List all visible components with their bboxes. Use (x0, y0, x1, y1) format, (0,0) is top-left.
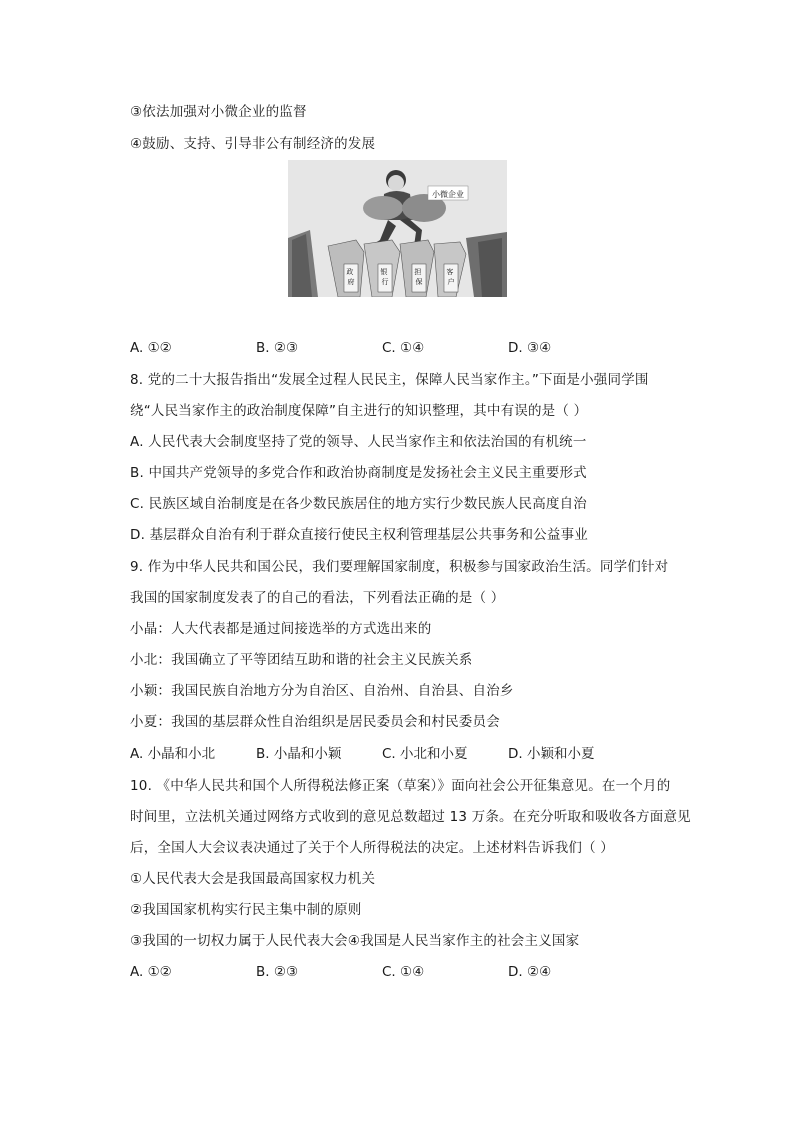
q9-option-a[interactable]: A. 小晶和小北 (130, 746, 216, 762)
q9-option-d[interactable]: D. 小颖和小夏 (508, 746, 595, 762)
q9-option-b[interactable]: B. 小晶和小颖 (256, 746, 342, 762)
q8-option-b[interactable]: B. 中国共产党领导的多党合作和政治协商制度是发扬社会主义民主重要形式 (130, 465, 587, 481)
cartoon-illustration (288, 160, 507, 297)
statement-4: ④鼓励、支持、引导非公有制经济的发展 (130, 136, 376, 152)
q10-option-c[interactable]: C. ①④ (382, 964, 425, 980)
q9-option-c[interactable]: C. 小北和小夏 (382, 746, 468, 762)
q9-statement-1: 小晶：人大代表都是通过间接选举的方式选出来的 (130, 621, 432, 637)
hand-label-2a: 银 (380, 268, 388, 276)
q7-option-c[interactable]: C. ①④ (382, 340, 425, 356)
q10-statement-2: ②我国国家机构实行民主集中制的原则 (130, 902, 362, 918)
q8-option-a[interactable]: A. 人民代表大会制度坚持了党的领导、人民当家作主和依法治国的有机统一 (130, 434, 587, 450)
q10-statement-3-4: ③我国的一切权力属于人民代表大会④我国是人民当家作主的社会主义国家 (130, 933, 580, 949)
q7-option-d[interactable]: D. ③④ (508, 340, 552, 356)
hand-label-2b: 行 (381, 278, 389, 286)
statement-3: ③依法加强对小微企业的监督 (130, 104, 307, 120)
q8-option-d[interactable]: D. 基层群众自治有利于群众直接行使民主权利管理基层公共事务和公益事业 (130, 527, 588, 543)
q10-option-d[interactable]: D. ②④ (508, 964, 552, 980)
hand-label-4a: 客 (446, 268, 454, 276)
q8-option-c[interactable]: C. 民族区域自治制度是在各少数民族居住的地方实行少数民族人民高度自治 (130, 496, 588, 512)
q9-stem-2: 我国的国家制度发表了的自己的看法，下列看法正确的是（ ） (130, 590, 505, 606)
q10-option-a[interactable]: A. ①② (130, 964, 172, 980)
q10-stem-2: 时间里，立法机关通过网络方式收到的意见总数超过 13 万条。在充分听取和吸收各方面意见 (130, 809, 691, 825)
hand-label-3b: 保 (415, 278, 423, 286)
sign-label: 小微企业 (432, 190, 464, 199)
q9-statement-4: 小夏：我国的基层群众性自治组织是居民委员会和村民委员会 (130, 714, 500, 730)
q9-statement-2: 小北：我国确立了平等团结互助和谐的社会主义民族关系 (130, 652, 473, 668)
q8-stem-1: 8. 党的二十大报告指出“发展全过程人民民主，保障人民当家作主。”下面是小强同学围 (130, 372, 649, 388)
hand-label-1b: 府 (347, 278, 355, 286)
q10-stem-1: 10. 《中华人民共和国个人所得税法修正案（草案）》面向社会公开征集意见。在一个月的 (130, 778, 671, 794)
q9-stem-1: 9. 作为中华人民共和国公民，我们要理解国家制度，积极参与国家政治生活。同学们针对 (130, 559, 669, 575)
q10-option-b[interactable]: B. ②③ (256, 964, 299, 980)
q10-stem-3: 后，全国人大会议表决通过了关于个人所得税法的决定。上述材料告诉我们（ ） (130, 840, 614, 856)
q7-option-b[interactable]: B. ②③ (256, 340, 299, 356)
q7-option-a[interactable]: A. ①② (130, 340, 172, 356)
q8-stem-2: 绕“人民当家作主的政治制度保障”自主进行的知识整理，其中有误的是（ ） (130, 403, 588, 419)
hand-label-1a: 政 (346, 268, 354, 276)
hand-label-3a: 担 (414, 268, 422, 276)
hand-label-4b: 户 (447, 278, 455, 286)
q10-statement-1: ①人民代表大会是我国最高国家权力机关 (130, 871, 376, 887)
q9-statement-3: 小颖：我国民族自治地方分为自治区、自治州、自治县、自治乡 (130, 683, 514, 699)
